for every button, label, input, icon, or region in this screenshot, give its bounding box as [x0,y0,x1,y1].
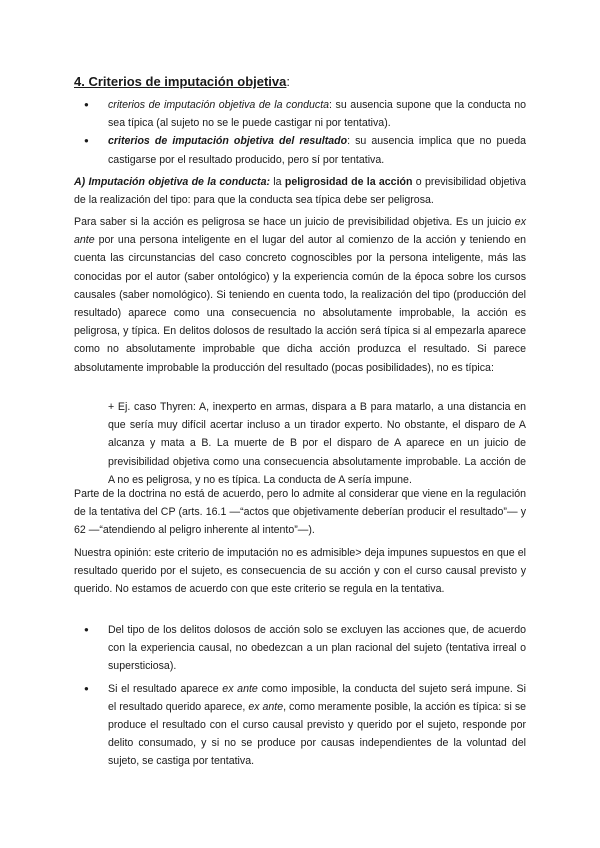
para3-text: Nuestra opinión: este criterio de imputación no es admisible> deja impunes supuestos en que el resultado querido por el sujeto, es consecuencia de su acción y con el curso causal previsto y querido. No estamos de acuerdo con que este criterio se regula en la tentativa. [74,547,526,596]
example-text: + Ej. caso Thyren: A, inexperto en armas, dispara a B para matarlo, a una distancia en que sería muy difícil acertar incluso a un tirador experto. No obstante, el disparo de A alcanza y mata a B. La muerte de B por el disparo de A aparece en un juicio de previsibilidad objetiva como una consecuencia absolutamente improbable. La acción de A no es peligrosa, y no es típica. La conducta de A sería impune. [108,401,526,486]
subsection-label: A) Imputación objetiva de la conducta: [74,176,270,188]
bullet-term: criterios de imputación objetiva del resultado [108,135,348,148]
final-bullet-2-a: Si el resultado aparece [108,682,223,695]
para2-text: Parte de la doctrina no está de acuerdo, pero lo admite al considerar que viene en la regulación de la tentativa del CP (arts. 16.1 —“actos que objetivamente deberían producir el resultado”— y 62 —“atendiendo al peligro inherente al intento”—). [74,488,526,537]
final-bullet-2-c: , como meramente posible, la acción es típica: si se produce el resultado con el curso causal previsto y querido por el sujeto, responde por delito consumado, y si no se produce por causas independientes de la voluntad del sujeto, se castiga por tentativa. [108,700,527,768]
para1-text-b: por una persona inteligente en el lugar del autor al comienzo de la acción y teniendo en cuenta las circunstancias del caso concreto cognoscibles por la persona inteligente, más las conocidas por el autor (saber ontológico) y la experiencia común de la época sobre los cursos causales (saber nomológico). Si teniendo en cuenta todo, la realización del tipo (producción del resultado) aparece como una consecuencia no absolutamente improbable, la acción es peligrosa, y típica. En delitos dolosos de resultado la acción será típica si al empezarla aparece como no absolutamente improbable que dicha acción produzca el resultado. Si parece absolutamente improbable la producción del resultado (pocas posibilidades), no es típica: [74,234,526,374]
section-title: 4. Criterios de imputación objetiva [74,74,287,89]
list-item [74,621,526,676]
subsection-pre: la [270,176,285,188]
final-bullet-2-ex2: ex ante [248,700,284,713]
list-item [74,680,526,771]
intro-bullet-list [74,96,526,169]
paragraph-doctrina [74,485,526,540]
bullet-term: criterios de imputación objetiva de la conducta [108,99,330,111]
section-heading [74,74,290,89]
final-bullet-1-text: Del tipo de los delitos dolosos de acción solo se excluyen las acciones que, de acuerdo con la experiencia causal, no obedezcan a un plan racional del sujeto (tentativa irreal o supersticiosa). [108,624,526,673]
para1-ex-ante: ex ante [74,216,526,247]
para1-text-a: Para saber si la acción es peligrosa se hace un juicio de previsibilidad objetiva. Es un juicio [74,216,515,228]
list-item [74,96,526,132]
bullet-text: : su ausencia implica que no pueda castigarse por el resultado producido, pero sí por tentativa. [108,135,526,166]
subsection-post: o previsibilidad objetiva de la realización del tipo: para que la conducta sea típica debe ser peligrosa. [74,176,526,207]
list-item [74,132,526,168]
final-bullet-2-ex: ex ante [222,682,258,695]
bullet-text: : su ausencia supone que la conducta no sea típica (al sujeto no se le puede castigar ni por tentativa). [108,99,527,130]
final-bullet-list [74,621,526,771]
section-colon: : [286,74,291,89]
paragraph-previsibilidad [74,213,526,377]
example-thyren [74,398,526,489]
subsection-paragraph [74,173,526,209]
subsection-bold: peligrosidad de la acción [284,176,413,188]
paragraph-opinion [74,544,526,599]
final-bullet-2-b: como imposible, la conducta del sujeto será impune. Si el resultado querido aparece, [108,682,526,713]
